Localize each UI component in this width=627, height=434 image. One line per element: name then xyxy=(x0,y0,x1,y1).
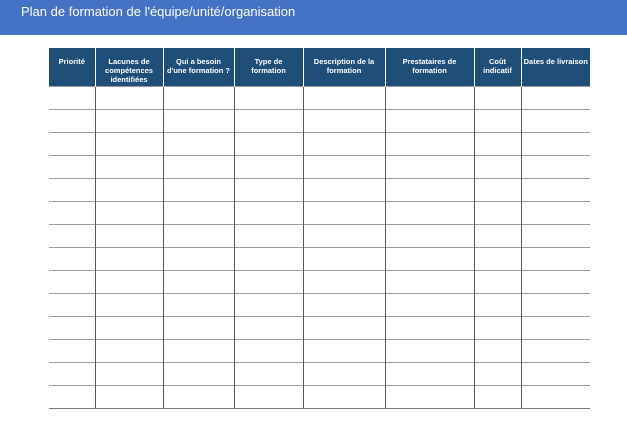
table-cell[interactable] xyxy=(163,247,234,270)
table-cell[interactable] xyxy=(385,155,474,178)
table-cell[interactable] xyxy=(385,362,474,385)
table-cell[interactable] xyxy=(474,86,521,109)
table-cell[interactable] xyxy=(163,339,234,362)
table-cell[interactable] xyxy=(95,109,163,132)
table-row xyxy=(49,201,590,224)
table-cell[interactable] xyxy=(385,293,474,316)
column-header-delivery-dates: Dates de livraison xyxy=(521,48,590,86)
table-cell[interactable] xyxy=(474,362,521,385)
table-body xyxy=(49,86,590,408)
table-cell[interactable] xyxy=(49,86,95,109)
column-header-skill-gaps: Lacunes de compétences identifiées xyxy=(95,48,163,86)
table-cell[interactable] xyxy=(303,201,385,224)
table-cell[interactable] xyxy=(385,270,474,293)
table-row xyxy=(49,293,590,316)
table-cell[interactable] xyxy=(49,201,95,224)
table-header-row xyxy=(49,48,590,86)
table-cell[interactable] xyxy=(49,247,95,270)
table-cell[interactable] xyxy=(95,293,163,316)
table-cell[interactable] xyxy=(521,270,590,293)
table-cell[interactable] xyxy=(521,201,590,224)
table-cell[interactable] xyxy=(49,109,95,132)
table-cell[interactable] xyxy=(303,293,385,316)
table-cell[interactable] xyxy=(521,178,590,201)
table-cell[interactable] xyxy=(49,178,95,201)
table-cell[interactable] xyxy=(49,270,95,293)
table-cell[interactable] xyxy=(163,385,234,408)
table-cell[interactable] xyxy=(163,178,234,201)
column-header-training-providers: Prestataires de formation xyxy=(385,48,474,86)
table-cell[interactable] xyxy=(163,86,234,109)
table-cell[interactable] xyxy=(474,339,521,362)
table-cell[interactable] xyxy=(303,132,385,155)
table-cell[interactable] xyxy=(234,385,303,408)
page-title: Plan de formation de l'équipe/unité/organisation xyxy=(21,4,296,19)
table-row xyxy=(49,155,590,178)
table-cell[interactable] xyxy=(474,224,521,247)
table-row xyxy=(49,178,590,201)
table-cell[interactable] xyxy=(163,293,234,316)
table-row xyxy=(49,247,590,270)
table-cell[interactable] xyxy=(95,201,163,224)
table-cell[interactable] xyxy=(95,178,163,201)
table-cell[interactable] xyxy=(385,132,474,155)
table-cell[interactable] xyxy=(49,132,95,155)
table-row xyxy=(49,362,590,385)
table-cell[interactable] xyxy=(303,86,385,109)
table-row xyxy=(49,316,590,339)
table-cell[interactable] xyxy=(521,109,590,132)
table-cell[interactable] xyxy=(49,293,95,316)
table-cell[interactable] xyxy=(95,155,163,178)
table-cell[interactable] xyxy=(385,247,474,270)
table-cell[interactable] xyxy=(474,201,521,224)
table-cell[interactable] xyxy=(303,316,385,339)
table-cell[interactable] xyxy=(163,362,234,385)
table-cell[interactable] xyxy=(234,362,303,385)
table-cell[interactable] xyxy=(234,339,303,362)
table-cell[interactable] xyxy=(385,86,474,109)
table-cell[interactable] xyxy=(49,362,95,385)
table-cell[interactable] xyxy=(95,339,163,362)
table-cell[interactable] xyxy=(303,339,385,362)
table-cell[interactable] xyxy=(234,178,303,201)
column-header-who-needs-training: Qui a besoin d'une formation ? xyxy=(163,48,234,86)
column-header-training-type: Type de formation xyxy=(234,48,303,86)
column-header-indicative-cost: Coût indicatif xyxy=(474,48,521,86)
table-cell[interactable] xyxy=(521,224,590,247)
table-cell[interactable] xyxy=(163,316,234,339)
table-cell[interactable] xyxy=(95,132,163,155)
table-cell[interactable] xyxy=(474,293,521,316)
table-cell[interactable] xyxy=(521,316,590,339)
table-cell[interactable] xyxy=(474,247,521,270)
table-cell[interactable] xyxy=(95,86,163,109)
training-plan-table-container xyxy=(49,48,590,409)
table-cell[interactable] xyxy=(474,109,521,132)
table-cell[interactable] xyxy=(95,316,163,339)
column-header-training-description: Description de la formation xyxy=(303,48,385,86)
table-cell[interactable] xyxy=(521,86,590,109)
table-cell[interactable] xyxy=(49,155,95,178)
table-cell[interactable] xyxy=(303,362,385,385)
table-cell[interactable] xyxy=(385,109,474,132)
table-cell[interactable] xyxy=(303,109,385,132)
table-row xyxy=(49,224,590,247)
table-cell[interactable] xyxy=(49,316,95,339)
table-cell[interactable] xyxy=(303,270,385,293)
table-cell[interactable] xyxy=(521,132,590,155)
table-row xyxy=(49,109,590,132)
training-plan-table xyxy=(49,48,590,409)
table-cell[interactable] xyxy=(163,155,234,178)
table-cell[interactable] xyxy=(385,316,474,339)
table-cell[interactable] xyxy=(234,247,303,270)
table-cell[interactable] xyxy=(303,247,385,270)
table-cell[interactable] xyxy=(95,362,163,385)
table-cell[interactable] xyxy=(385,385,474,408)
table-cell[interactable] xyxy=(49,385,95,408)
column-header-priority: Priorité xyxy=(49,48,95,86)
table-cell[interactable] xyxy=(163,201,234,224)
table-cell[interactable] xyxy=(474,316,521,339)
table-cell[interactable] xyxy=(234,224,303,247)
table-cell[interactable] xyxy=(521,155,590,178)
table-cell[interactable] xyxy=(474,132,521,155)
table-row xyxy=(49,270,590,293)
table-row xyxy=(49,132,590,155)
table-cell[interactable] xyxy=(163,132,234,155)
table-cell[interactable] xyxy=(474,270,521,293)
table-cell[interactable] xyxy=(95,224,163,247)
table-cell[interactable] xyxy=(303,224,385,247)
table-cell[interactable] xyxy=(474,155,521,178)
table-cell[interactable] xyxy=(163,270,234,293)
table-row xyxy=(49,339,590,362)
table-cell[interactable] xyxy=(521,339,590,362)
table-cell[interactable] xyxy=(474,178,521,201)
table-cell[interactable] xyxy=(521,247,590,270)
table-cell[interactable] xyxy=(385,201,474,224)
table-cell[interactable] xyxy=(474,385,521,408)
table-cell[interactable] xyxy=(163,224,234,247)
table-cell[interactable] xyxy=(49,224,95,247)
title-bar xyxy=(0,0,627,35)
table-cell[interactable] xyxy=(385,178,474,201)
table-cell[interactable] xyxy=(521,362,590,385)
table-cell[interactable] xyxy=(521,385,590,408)
table-cell[interactable] xyxy=(303,385,385,408)
table-cell[interactable] xyxy=(163,109,234,132)
table-cell[interactable] xyxy=(95,247,163,270)
table-cell[interactable] xyxy=(385,224,474,247)
table-cell[interactable] xyxy=(234,293,303,316)
table-cell[interactable] xyxy=(385,339,474,362)
table-cell[interactable] xyxy=(521,293,590,316)
table-cell[interactable] xyxy=(95,270,163,293)
table-cell[interactable] xyxy=(234,109,303,132)
table-cell[interactable] xyxy=(49,339,95,362)
table-cell[interactable] xyxy=(303,155,385,178)
table-cell[interactable] xyxy=(303,178,385,201)
table-row xyxy=(49,385,590,408)
table-cell[interactable] xyxy=(95,385,163,408)
table-cell[interactable] xyxy=(234,155,303,178)
table-row xyxy=(49,86,590,109)
table-cell[interactable] xyxy=(234,201,303,224)
table-cell[interactable] xyxy=(234,132,303,155)
table-cell[interactable] xyxy=(234,270,303,293)
table-cell[interactable] xyxy=(234,316,303,339)
table-cell[interactable] xyxy=(234,86,303,109)
